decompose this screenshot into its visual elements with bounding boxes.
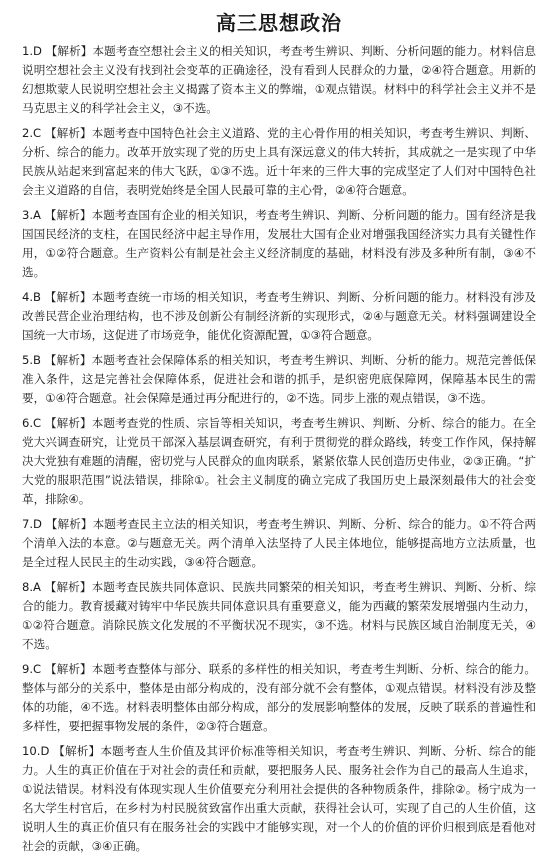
answer-item-4: 4.B 【解析】本题考查统一市场的相关知识，考查考生辨识、判断、分析问题的能力。材料没有涉及改善民营企业治理结构，也不涉及创新公有制经济新的实现形式，②④与题意无关。材料强调建设全国统一大市场，这促进了市场竞争，能优化资源配置，①③符合题意。 <box>22 290 536 342</box>
answer-item-7: 7.D 【解析】本题考查民主立法的相关知识，考查考生辨识、判断、分析、综合的能力。①不符合两个清单入法的本意。②与题意无关。两个清单入法坚持了人民主体地位，能够提高地方立法质量，也是全过程人民民主的生动实践，③④符合题意。 <box>22 517 536 569</box>
answer-item-3: 3.A 【解析】本题考查国有企业的相关知识，考查考生辨识、判断、分析问题的能力。国有经济是我国国民经济的支柱，在国民经济中起主导作用，发展壮大国有企业对增强我国经济实力具有关键性作用，①②符合题意。生产资料公有制是社会主义经济制度的基础，材料没有涉及多种所有制，③④不选。 <box>22 208 536 279</box>
answer-item-8: 8.A 【解析】本题考查民族共同体意识、民族共同繁荣的相关知识，考查考生辨识、判断、分析、综合的能力。教育援藏对铸牢中华民族共同体意识具有重要意义，能为西藏的繁荣发展增强内生动力，①②符合题意。消除民族文化发展的不平衡状况不现实，③不选。材料与民族区域自治制度无关，④不选。 <box>22 580 536 651</box>
answer-item-2: 2.C 【解析】本题考查中国特色社会主义道路、党的主心骨作用的相关知识，考查考生辨识、判断、分析、综合的能力。改革开放实现了党的历史上具有深远意义的伟大转折，其成就之一是实现了中华民族从站起来到富起来的伟大飞跃，①③不选。近十年来的三件大事的完成坚定了人们对中国特色社会主义道路的自信，表明党始终是全国人民最可靠的主心骨，②④符合题意。 <box>22 126 536 197</box>
answer-item-6: 6.C 【解析】本题考查党的性质、宗旨等相关知识，考查考生辨识、判断、分析、综合的能力。在全党大兴调查研究，让党员干部深入基层调查研究，有利于贯彻党的群众路线，转变工作作风，保持解决大党独有难题的清醒，密切党与人民群众的血肉联系，紧紧依靠人民创造历史伟业，②③正确。“扩大党的服职范围”说法错误，排除①。社会主义制度的确立完成了我国历史上最深刻最伟大的社会变革，排除④。 <box>22 416 536 506</box>
answer-item-5: 5.B 【解析】本题考查社会保障体系的相关知识，考查考生辨识、判断、分析的能力。规范完善低保准入条件，这是完善社会保障体系，促进社会和谐的抓手，是织密兜底保障网，保障基本民生的需要，①④符合题意。社会保障是通过再分配进行的，②不选。同步上涨的观点错误，③不选。 <box>22 353 536 405</box>
answer-item-1: 1.D 【解析】本题考查空想社会主义的相关知识，考查考生辨识、判断、分析问题的能力。材料信息说明空想社会主义没有找到社会变革的正确途径，没有看到人民群众的力量，②④符合题意。用新的幻想欺蒙人民说明空想社会主义揭露了资本主义的弊端，①观点错误。材料中的科学社会主义并不是马克思主义的科学社会主义，③不选。 <box>22 44 536 115</box>
page-title: 高三思想政治 <box>216 11 342 35</box>
answer-item-10: 10.D 【解析】本题考查人生价值及其评价标准等相关知识，考查考生辨识、判断、分析、综合的能力。人生的真正价值在于对社会的责任和贡献，要把服务人民、服务社会作为自己的最高人生追求，①说法错误。材料没有体现实现人生价值要充分利用社会提供的各种物质条件，排除②。杨宁成为一名大学生村官后，在乡村为村民脱贫致富作出重大贡献，获得社会认可，实现了自己的人生价值，这说明人生的真正价值只有在服务社会的实践中才能够实现，对一个人的价值的评价归根到底是看他对社会的贡献，③④正确。 <box>22 744 536 853</box>
answer-item-9: 9.C 【解析】本题考查整体与部分、联系的多样性的相关知识，考查考生判断、分析、综合的能力。整体与部分的关系中，整体是由部分构成的，没有部分就不会有整体，①观点错误。材料没有涉及整体的功能，④不选。材料表明整体由部分构成，部分的发展影响整体的发展，反映了联系的普遍性和多样性，要把握事物发展的条件，②③符合题意。 <box>22 662 536 733</box>
